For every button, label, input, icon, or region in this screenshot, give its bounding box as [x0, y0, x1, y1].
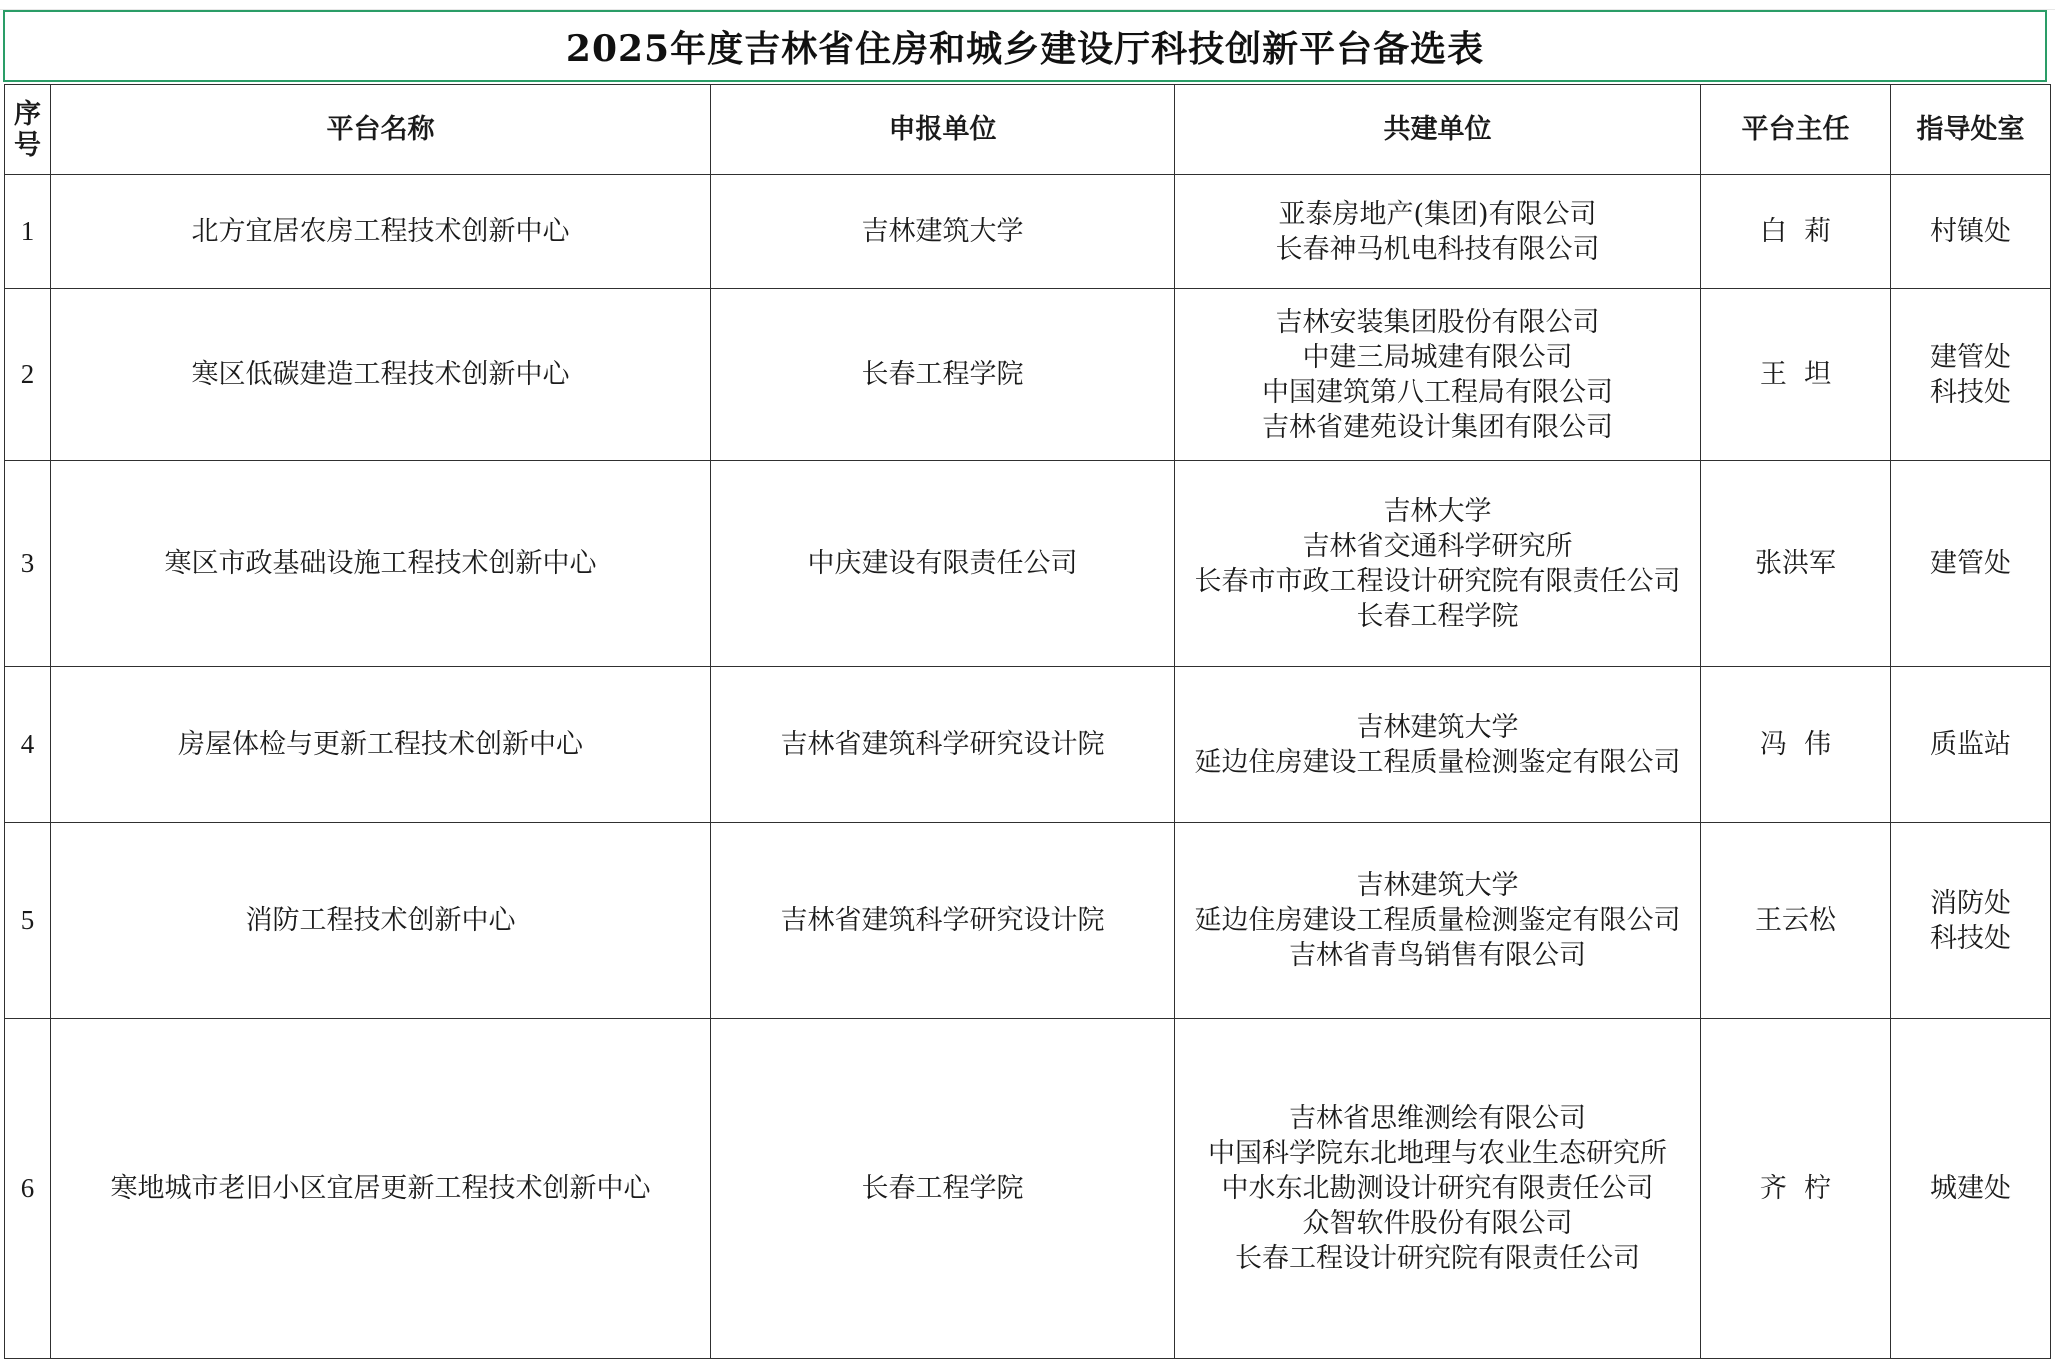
cobuild-unit-cell[interactable] — [1175, 289, 1701, 461]
cobuild-line: 中建三局城建有限公司 — [1302, 341, 1573, 373]
header-row — [5, 85, 2051, 175]
header-unit[interactable]: 申报单位 — [711, 85, 1175, 175]
applicant-unit-cell[interactable]: 吉林建筑大学 — [711, 175, 1175, 289]
cobuild-line: 长春神马机电科技有限公司 — [1275, 233, 1600, 265]
platform-name-cell[interactable]: 寒地城市老旧小区宜居更新工程技术创新中心 — [51, 1019, 711, 1359]
dept-cell[interactable] — [1891, 461, 2051, 667]
cobuild-line: 吉林省青鸟销售有限公司 — [1289, 940, 1586, 971]
top-border-strip — [0, 0, 2055, 10]
row-num-cell[interactable]: 1 — [5, 175, 51, 289]
cobuild-line: 亚泰房地产(集团)有限公司 — [1278, 198, 1597, 230]
table-row — [5, 289, 2051, 461]
applicant-unit-cell[interactable]: 吉林省建筑科学研究设计院 — [711, 823, 1175, 1019]
platform-name-cell[interactable]: 北方宜居农房工程技术创新中心 — [51, 175, 711, 289]
platform-name-cell[interactable]: 寒区市政基础设施工程技术创新中心 — [51, 461, 711, 667]
dept-cell[interactable] — [1891, 823, 2051, 1019]
cobuild-unit-cell[interactable] — [1175, 1019, 1701, 1359]
table-title: 2025年度吉林省住房和城乡建设厅科技创新平台备选表 — [565, 27, 1485, 70]
cobuild-line: 中国建筑第八工程局有限公司 — [1262, 376, 1613, 408]
cobuild-line: 吉林省交通科学研究所 — [1302, 530, 1573, 562]
cobuild-line: 吉林大学 — [1383, 495, 1492, 527]
title-cell[interactable] — [3, 10, 2047, 82]
cobuild-line: 吉林省思维测绘有限公司 — [1289, 1103, 1586, 1134]
cobuild-line: 长春工程设计研究院有限责任公司 — [1235, 1243, 1640, 1274]
row-num-cell[interactable]: 5 — [5, 823, 51, 1019]
dept-cell[interactable] — [1891, 175, 2051, 289]
dept-cell[interactable] — [1891, 667, 2051, 823]
cobuild-line: 延边住房建设工程质量检测鉴定有限公司 — [1194, 746, 1681, 778]
row-num-cell[interactable]: 3 — [5, 461, 51, 667]
cobuild-line: 中国科学院东北地理与农业生态研究所 — [1208, 1138, 1667, 1169]
applicant-unit-cell[interactable]: 中庆建设有限责任公司 — [711, 461, 1175, 667]
header-director[interactable]: 平台主任 — [1701, 85, 1891, 175]
cobuild-line: 吉林安装集团股份有限公司 — [1275, 306, 1600, 338]
applicant-unit-cell[interactable]: 长春工程学院 — [711, 1019, 1175, 1359]
dept-line: 科技处 — [1930, 922, 2011, 954]
dept-line: 城建处 — [1930, 1173, 2011, 1204]
platform-table — [4, 84, 2051, 1359]
dept-cell[interactable] — [1891, 1019, 2051, 1359]
platform-name-cell[interactable]: 消防工程技术创新中心 — [51, 823, 711, 1019]
cobuild-unit-cell[interactable] — [1175, 175, 1701, 289]
cobuild-unit-cell[interactable] — [1175, 667, 1701, 823]
table-row — [5, 1019, 2051, 1359]
dept-line: 科技处 — [1930, 376, 2011, 408]
table-row — [5, 823, 2051, 1019]
director-cell[interactable]: 王 坦 — [1701, 289, 1891, 461]
table-body — [5, 175, 2051, 1359]
row-num-cell[interactable]: 2 — [5, 289, 51, 461]
director-cell[interactable]: 张洪军 — [1701, 461, 1891, 667]
cobuild-line: 吉林省建苑设计集团有限公司 — [1262, 411, 1613, 443]
cobuild-unit-cell[interactable] — [1175, 823, 1701, 1019]
dept-cell[interactable] — [1891, 289, 2051, 461]
cobuild-line: 吉林建筑大学 — [1356, 711, 1519, 743]
dept-line: 质监站 — [1930, 729, 2011, 760]
director-cell[interactable]: 白 莉 — [1701, 175, 1891, 289]
dept-line: 建管处 — [1930, 548, 2011, 579]
dept-line: 消防处 — [1930, 887, 2011, 919]
cobuild-line: 长春市市政工程设计研究院有限责任公司 — [1194, 565, 1681, 597]
cobuild-line: 众智软件股份有限公司 — [1302, 1208, 1573, 1239]
header-name[interactable]: 平台名称 — [51, 85, 711, 175]
table-row — [5, 461, 2051, 667]
row-num-cell[interactable]: 6 — [5, 1019, 51, 1359]
cobuild-line: 延边住房建设工程质量检测鉴定有限公司 — [1194, 905, 1681, 936]
dept-line: 建管处 — [1930, 341, 2011, 373]
header-cobuild[interactable]: 共建单位 — [1175, 85, 1701, 175]
row-num-cell[interactable]: 4 — [5, 667, 51, 823]
cobuild-line: 中水东北勘测设计研究有限责任公司 — [1221, 1173, 1654, 1204]
director-cell[interactable]: 王云松 — [1701, 823, 1891, 1019]
director-cell[interactable]: 齐 柠 — [1701, 1019, 1891, 1359]
platform-name-cell[interactable]: 寒区低碳建造工程技术创新中心 — [51, 289, 711, 461]
director-cell[interactable]: 冯 伟 — [1701, 667, 1891, 823]
header-num[interactable]: 序 号 — [5, 85, 51, 175]
cobuild-line: 吉林建筑大学 — [1356, 870, 1519, 901]
platform-name-cell[interactable]: 房屋体检与更新工程技术创新中心 — [51, 667, 711, 823]
applicant-unit-cell[interactable]: 长春工程学院 — [711, 289, 1175, 461]
table-row — [5, 175, 2051, 289]
table-row — [5, 667, 2051, 823]
header-dept[interactable]: 指导处室 — [1891, 85, 2051, 175]
cobuild-unit-cell[interactable] — [1175, 461, 1701, 667]
dept-line: 村镇处 — [1930, 216, 2011, 247]
cobuild-line: 长春工程学院 — [1356, 600, 1519, 632]
applicant-unit-cell[interactable]: 吉林省建筑科学研究设计院 — [711, 667, 1175, 823]
